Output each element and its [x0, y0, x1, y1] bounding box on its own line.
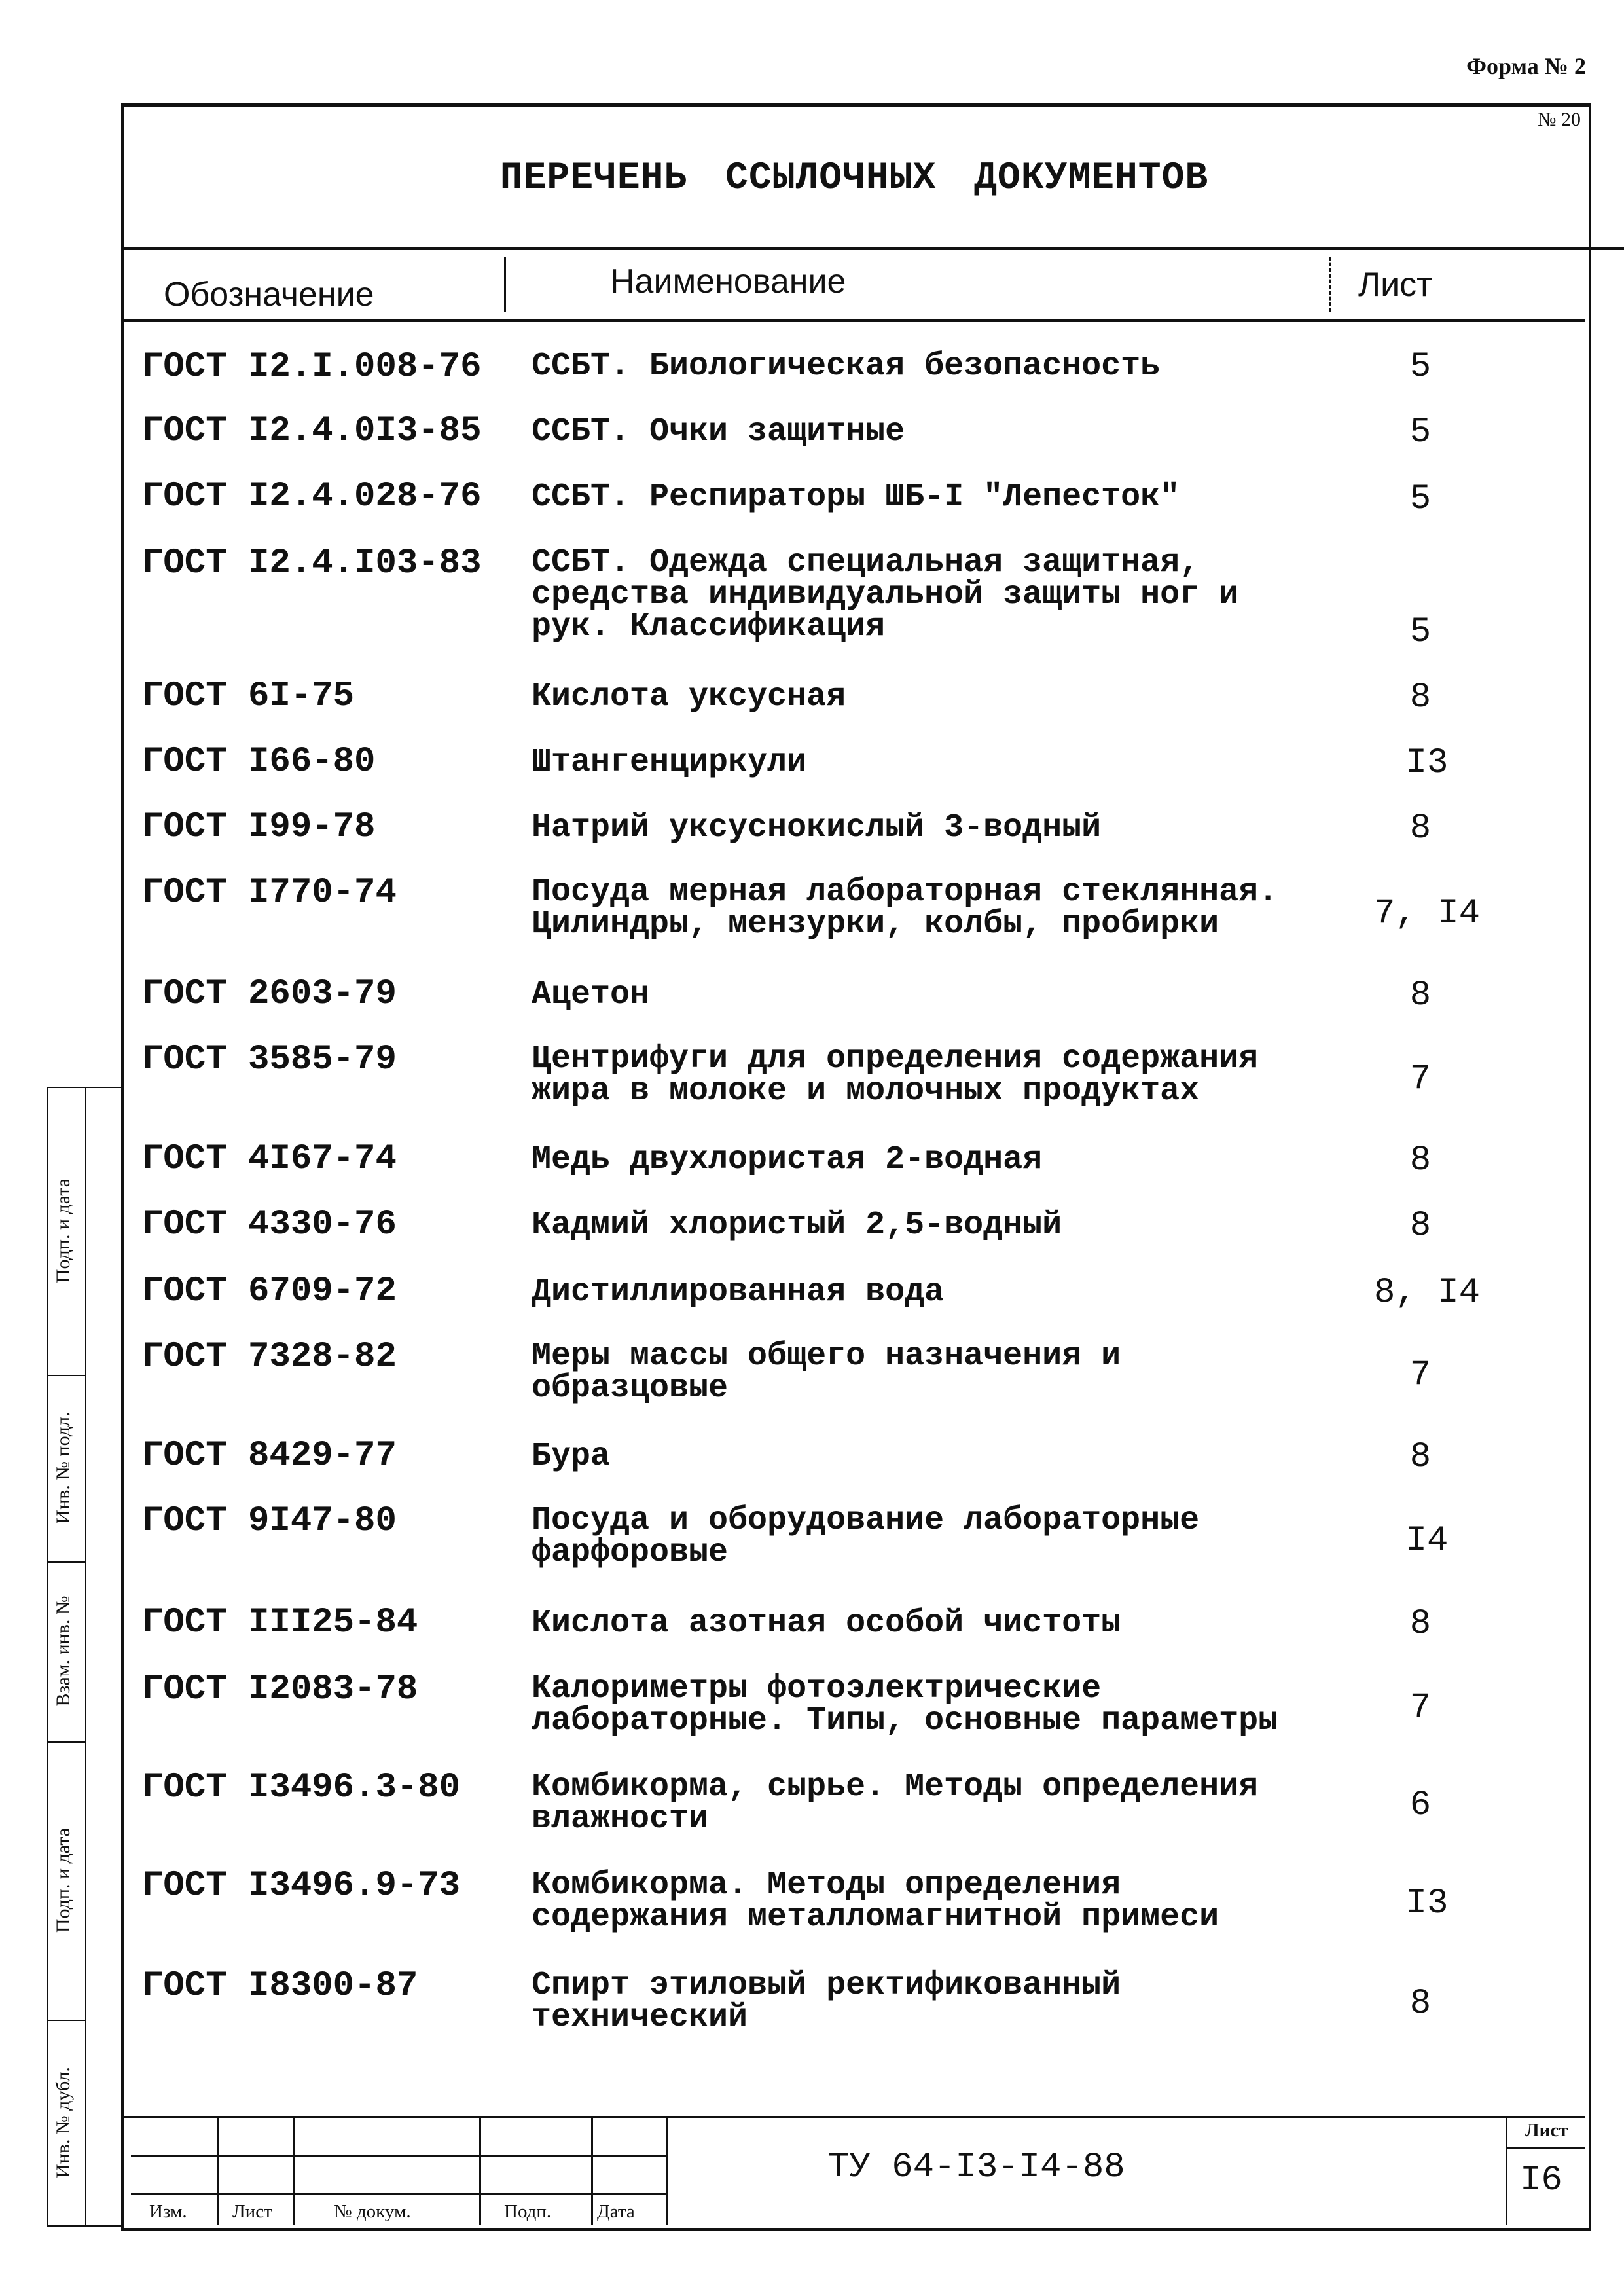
row-sheet: 7 [1409, 1355, 1432, 1395]
column-header-name: Наименование [610, 263, 846, 301]
row-designation: ГОСТ I770-74 [142, 873, 397, 913]
row-name: Калориметры фотоэлектрические лабораторные. Типы, основные параметры [532, 1670, 1278, 1740]
header-divider-1 [504, 257, 506, 312]
form-label: Форма № 2 [1466, 53, 1586, 79]
stamp-cell-date: Дата [597, 2201, 635, 2222]
stamp-divider [217, 2116, 219, 2225]
row-designation: ГОСТ I3496.3-80 [142, 1768, 461, 1808]
row-name: Дистиллированная вода [532, 1273, 945, 1311]
row-designation: ГОСТ I99-78 [142, 807, 376, 847]
stamp-cell-doc-number: № докум. [334, 2201, 411, 2222]
stamp-lower-line [131, 2193, 668, 2195]
row-sheet: 7 [1409, 1688, 1432, 1728]
row-designation: ГОСТ I3496.9-73 [142, 1866, 461, 1906]
side-divider [47, 1087, 121, 1088]
column-header-sheet: Лист [1358, 266, 1432, 304]
stamp-sheet-line [1506, 2147, 1585, 2149]
row-name: Спирт этиловый ректификованный технический [532, 1967, 1121, 2036]
row-sheet: 8 [1409, 809, 1432, 848]
row-designation: ГОСТ I66-80 [142, 742, 376, 782]
row-sheet: I4 [1405, 1521, 1449, 1561]
stamp-divider [666, 2116, 668, 2225]
row-name: Штангенциркули [532, 744, 807, 781]
row-sheet: 7, I4 [1373, 894, 1481, 934]
stamp-cell-izm: Изм. [149, 2201, 187, 2222]
page-title: ПЕРЕЧЕНЬ ССЫЛОЧНЫХ ДОКУМЕНТОВ [499, 157, 1209, 200]
stamp-cell-signature: Подп. [504, 2201, 552, 2222]
row-name: Кадмий хлористый 2,5-водный [532, 1207, 1062, 1244]
row-sheet: 8 [1409, 1604, 1432, 1644]
row-designation: ГОСТ 6I-75 [142, 676, 355, 716]
row-designation: ГОСТ 8429-77 [142, 1436, 397, 1476]
row-designation: ГОСТ 4330-76 [142, 1205, 397, 1245]
header-divider-2 [1329, 257, 1331, 312]
side-label-inv-original: Инв. № подл. [52, 1412, 74, 1524]
row-name: ССБТ. Респираторы ШБ-I "Лепесток" [532, 479, 1180, 516]
row-sheet: I3 [1405, 743, 1449, 783]
row-name: Меры массы общего назначения и образцовые [532, 1338, 1121, 1407]
row-name: Ацетон [532, 976, 650, 1013]
row-sheet: 8 [1409, 1140, 1432, 1180]
row-name: Комбикорма, сырье. Методы определения влажности [532, 1768, 1259, 1838]
side-label-inv-duplicate: Инв. № дубл. [52, 2067, 74, 2178]
header-top-line [121, 247, 1624, 250]
row-designation: ГОСТ 2603-79 [142, 974, 397, 1014]
header-bottom-line [121, 319, 1585, 322]
row-name: Комбикорма. Методы определения содержания металломагнитной примеси [532, 1867, 1219, 1936]
side-label-replace-inv: Взам. инв. № [52, 1595, 74, 1707]
row-name: Бура [532, 1438, 611, 1475]
row-sheet: 5 [1409, 479, 1432, 519]
row-sheet: 5 [1409, 612, 1432, 652]
row-name: Натрий уксуснокислый 3-водный [532, 809, 1102, 847]
row-name: Посуда и оборудование лабораторные фарфоровые [532, 1502, 1200, 1571]
row-sheet: I3 [1405, 1884, 1449, 1923]
row-name: Кислота азотная особой чистоты [532, 1605, 1121, 1642]
row-designation: ГОСТ I2.4.0I3-85 [142, 411, 482, 451]
row-sheet: 5 [1409, 347, 1432, 387]
row-name: ССБТ. Одежда специальная защитная, средства индивидуальной защиты ног и рук. Классификация [532, 544, 1239, 646]
stamp-divider [293, 2116, 295, 2225]
row-sheet: 7 [1409, 1059, 1432, 1099]
page-number: № 20 [1537, 109, 1581, 130]
row-designation: ГОСТ 7328-82 [142, 1337, 397, 1377]
stamp-divider [479, 2116, 481, 2225]
row-sheet: 6 [1409, 1785, 1432, 1825]
row-designation: ГОСТ I2.I.008-76 [142, 347, 482, 387]
stamp-sheet-label: Лист [1525, 2120, 1568, 2141]
row-name: ССБТ. Очки защитные [532, 413, 905, 450]
side-outer-line [47, 1087, 48, 2225]
row-name: ССБТ. Биологическая безопасность [532, 348, 1161, 385]
row-designation: ГОСТ I2.4.I03-83 [142, 543, 482, 583]
row-name: Посуда мерная лабораторная стеклянная. Цилиндры, мензурки, колбы, пробирки [532, 873, 1278, 943]
side-bottom-line [47, 2225, 121, 2227]
side-label-sign-date: Подп. и дата [52, 1178, 74, 1284]
stamp-sheet-number: I6 [1520, 2160, 1562, 2200]
row-sheet: 8 [1409, 1206, 1432, 1246]
row-designation: ГОСТ I8300-87 [142, 1966, 418, 2006]
row-sheet: 5 [1409, 412, 1432, 452]
stamp-divider [591, 2116, 593, 2225]
row-sheet: 8 [1409, 975, 1432, 1015]
row-designation: ГОСТ 4I67-74 [142, 1139, 397, 1179]
row-designation: ГОСТ III25-84 [142, 1603, 418, 1643]
row-designation: ГОСТ 3585-79 [142, 1040, 397, 1080]
stamp-divider [1506, 2116, 1507, 2225]
column-header-designation: Обозначение [164, 276, 374, 314]
row-designation: ГОСТ I2.4.028-76 [142, 477, 482, 517]
row-name: Центрифуги для определения содержания жира в молоке и молочных продуктах [532, 1040, 1259, 1110]
document-code: ТУ 64-I3-I4-88 [828, 2147, 1125, 2187]
row-designation: ГОСТ 9I47-80 [142, 1501, 397, 1541]
stamp-cell-list: Лист [232, 2201, 272, 2222]
side-divider [47, 2020, 86, 2021]
row-sheet: 8, I4 [1373, 1273, 1481, 1313]
side-label-sign-date-2: Подп. и дата [52, 1827, 74, 1933]
row-sheet: 8 [1409, 1984, 1432, 2024]
row-name: Медь двухлористая 2-водная [532, 1141, 1043, 1178]
stamp-top-line [121, 2116, 1585, 2118]
row-designation: ГОСТ I2083-78 [142, 1669, 418, 1709]
row-name: Кислота уксусная [532, 678, 846, 716]
row-designation: ГОСТ 6709-72 [142, 1271, 397, 1311]
row-sheet: 8 [1409, 1437, 1432, 1477]
row-sheet: 8 [1409, 678, 1432, 718]
stamp-mid-line [131, 2155, 668, 2157]
side-inner-line [85, 1087, 86, 2225]
